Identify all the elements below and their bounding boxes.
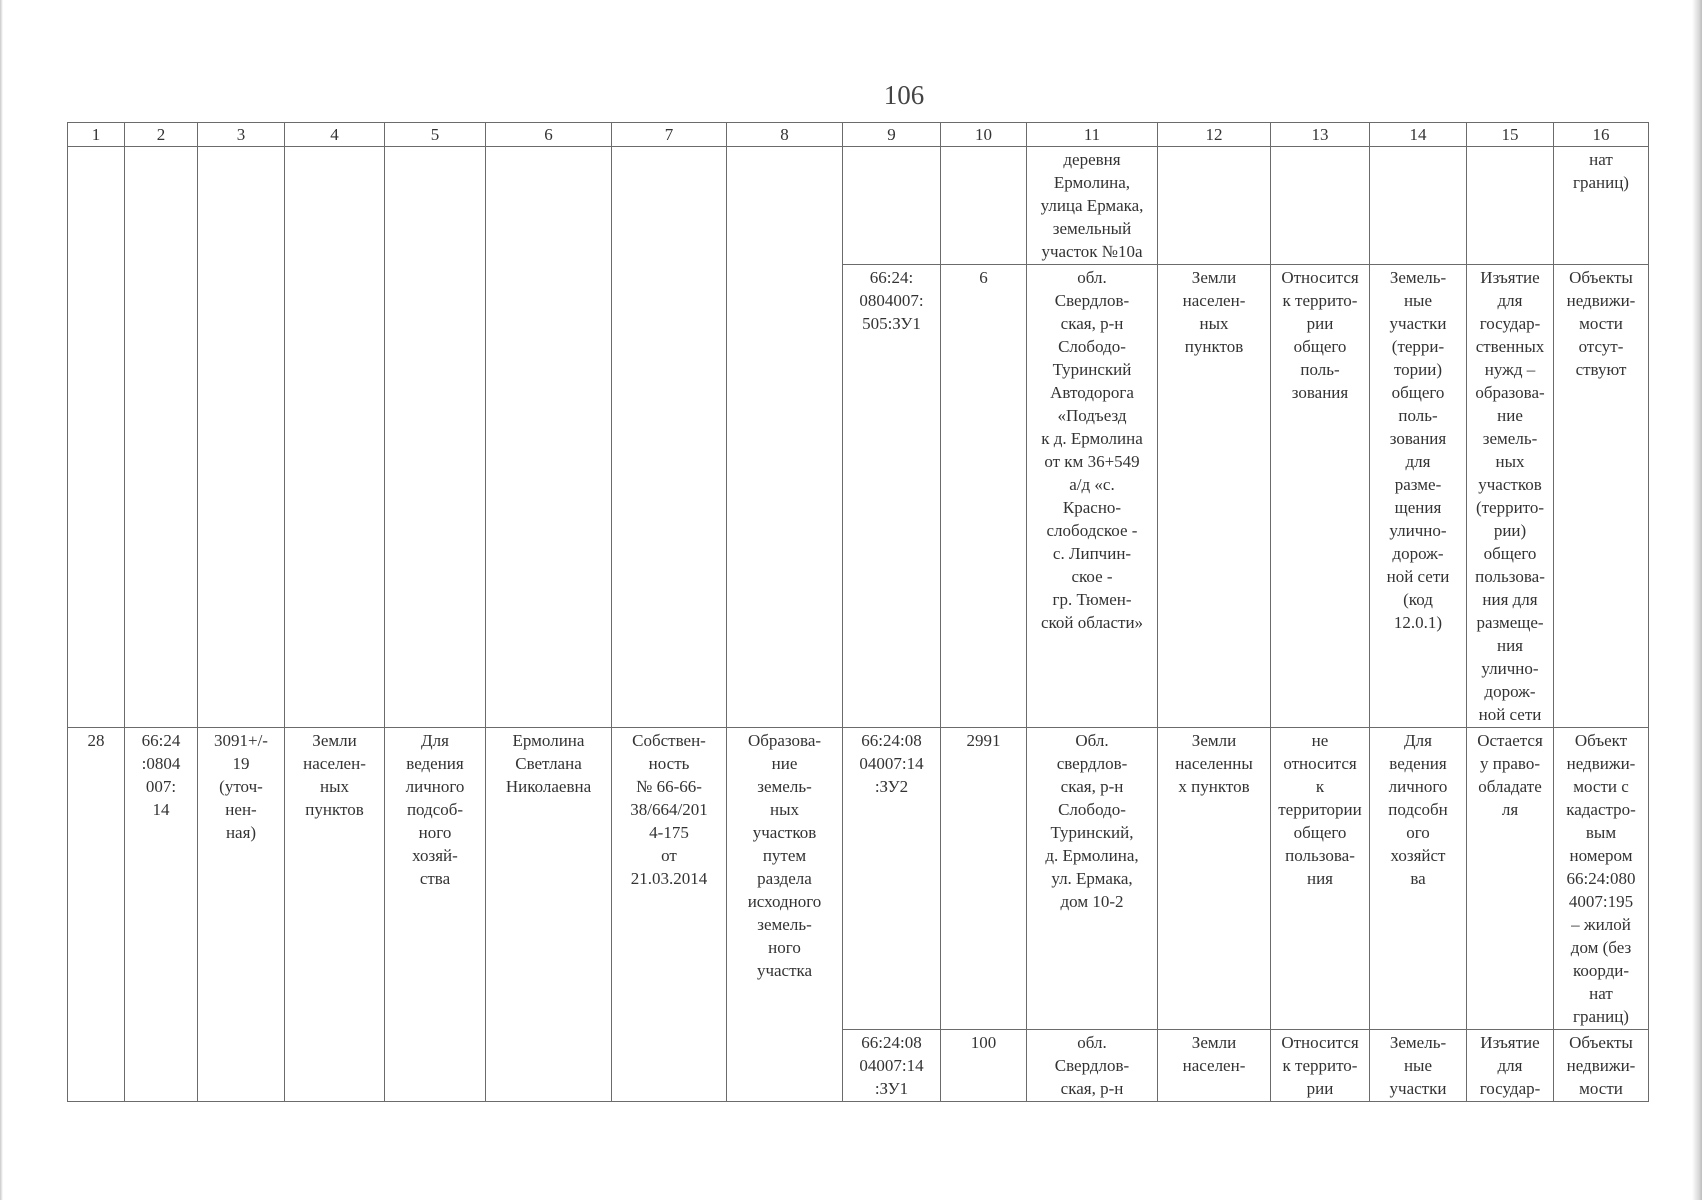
table-cell-address: Обл. свердлов- ская, р-н Слободо- Туринский, д. Ермолина, ул. Ермака, дом 10-2 — [1027, 728, 1158, 1030]
table-cell-public-use: Относится к террито- рии общего поль- зования — [1271, 265, 1370, 728]
col-header-15: 15 — [1467, 123, 1554, 147]
table-cell-permitted-use: Земель- ные участки (терри- тории) общего поль- зования для разме- щения улично- дорож- ной сети (код 12.0.1) — [1370, 265, 1467, 728]
col-header-7: 7 — [612, 123, 727, 147]
col-header-10: 10 — [941, 123, 1027, 147]
col-header-2: 2 — [125, 123, 198, 147]
col-header-13: 13 — [1271, 123, 1370, 147]
table-row — [68, 728, 1649, 1030]
table-cell — [68, 147, 125, 728]
table-cell-method: Образова- ние земель- ных участков путем раздела исходного земель- ного участка — [727, 728, 843, 1102]
table-cell-objects: Объекты недвижи- мости — [1554, 1030, 1649, 1102]
table-cell — [941, 147, 1027, 265]
col-header-9: 9 — [843, 123, 941, 147]
table-cell-land-category: Земли населенны х пунктов — [1158, 728, 1271, 1030]
table-cell — [198, 147, 285, 728]
table-cell-area: 3091+/- 19 (уточ- нен- ная) — [198, 728, 285, 1102]
table-cell-permitted-use: Земель- ные участки — [1370, 1030, 1467, 1102]
col-header-6: 6 — [486, 123, 612, 147]
col-header-4: 4 — [285, 123, 385, 147]
table-cell-objects: нат границ) — [1554, 147, 1649, 265]
land-plots-table — [67, 122, 1649, 1102]
table-cell-land-category: Земли населен- ных пунктов — [285, 728, 385, 1102]
table-cell-right: Собствен- ность № 66-66- 38/664/201 4-175 от 21.03.2014 — [612, 728, 727, 1102]
table-cell — [843, 147, 941, 265]
table-cell — [1467, 147, 1554, 265]
table-cell-note: Изъятие для государ- — [1467, 1030, 1554, 1102]
table-cell — [1370, 147, 1467, 265]
table-cell-cadastral-number: 66:24 :0804 007: 14 — [125, 728, 198, 1102]
table-cell-address: деревня Ермолина, улица Ермака, земельный участок №10а — [1027, 147, 1158, 265]
col-header-5: 5 — [385, 123, 486, 147]
table-cell-public-use: не относится к территории общего пользова- ния — [1271, 728, 1370, 1030]
table-cell-note: Остается у право- обладате ля — [1467, 728, 1554, 1030]
col-header-3: 3 — [198, 123, 285, 147]
table-cell-area: 6 — [941, 265, 1027, 728]
col-header-14: 14 — [1370, 123, 1467, 147]
table-cell — [285, 147, 385, 728]
table-cell-permitted-use: Для ведения личного подсобн ого хозяйст ва — [1370, 728, 1467, 1030]
table-cell-note: Изъятие для государ- ственных нужд – образова- ние земель- ных участков (террито- рии) общего пользова- ния для размеще- ния улично- дорож- ной сети — [1467, 265, 1554, 728]
column-number-row — [68, 123, 1649, 147]
col-header-1: 1 — [68, 123, 125, 147]
page-number: 106 — [883, 80, 925, 110]
col-header-11: 11 — [1027, 123, 1158, 147]
col-header-12: 12 — [1158, 123, 1271, 147]
table-cell-objects: Объект недвижи- мости с кадастро- вым номером 66:24:080 4007:195 – жилой дом (без коорди- нат границ) — [1554, 728, 1649, 1030]
table-cell — [125, 147, 198, 728]
table-cell-public-use: Относится к террито- рии — [1271, 1030, 1370, 1102]
table-cell — [1158, 147, 1271, 265]
table-cell-area: 2991 — [941, 728, 1027, 1030]
table-cell-new-plot-number: 66:24:08 04007:14 :ЗУ1 — [843, 1030, 941, 1102]
table-cell — [612, 147, 727, 728]
col-header-16: 16 — [1554, 123, 1649, 147]
col-header-8: 8 — [727, 123, 843, 147]
table-cell — [727, 147, 843, 728]
table-cell-new-plot-number: 66:24: 0804007: 505:ЗУ1 — [843, 265, 941, 728]
table-cell — [385, 147, 486, 728]
table-cell-address: обл. Свердлов- ская, р-н Слободо- Туринский Автодорога «Подъезд к д. Ермолина от км 36+549 а/д «с. Красно- слободское - с. Липчин- ское - гр. Тюмен- ской области» — [1027, 265, 1158, 728]
table-cell-new-plot-number: 66:24:08 04007:14 :ЗУ2 — [843, 728, 941, 1030]
table-cell-row-number: 28 — [68, 728, 125, 1102]
table-cell-area: 100 — [941, 1030, 1027, 1102]
scan-left-edge — [0, 0, 3, 1200]
table-cell-land-category: Земли населен- ных пунктов — [1158, 265, 1271, 728]
scan-right-edge — [1692, 0, 1702, 1200]
table-cell-permitted-use: Для ведения личного подсоб- ного хозяй- ства — [385, 728, 486, 1102]
table-cell-land-category: Земли населен- — [1158, 1030, 1271, 1102]
table-cell-objects: Объекты недвижи- мости отсут- ствуют — [1554, 265, 1649, 728]
table-cell-owner: Ермолина Светлана Николаевна — [486, 728, 612, 1102]
table-cell — [1271, 147, 1370, 265]
table-cell-address: обл. Свердлов- ская, р-н — [1027, 1030, 1158, 1102]
table-row — [68, 147, 1649, 265]
table-cell — [486, 147, 612, 728]
